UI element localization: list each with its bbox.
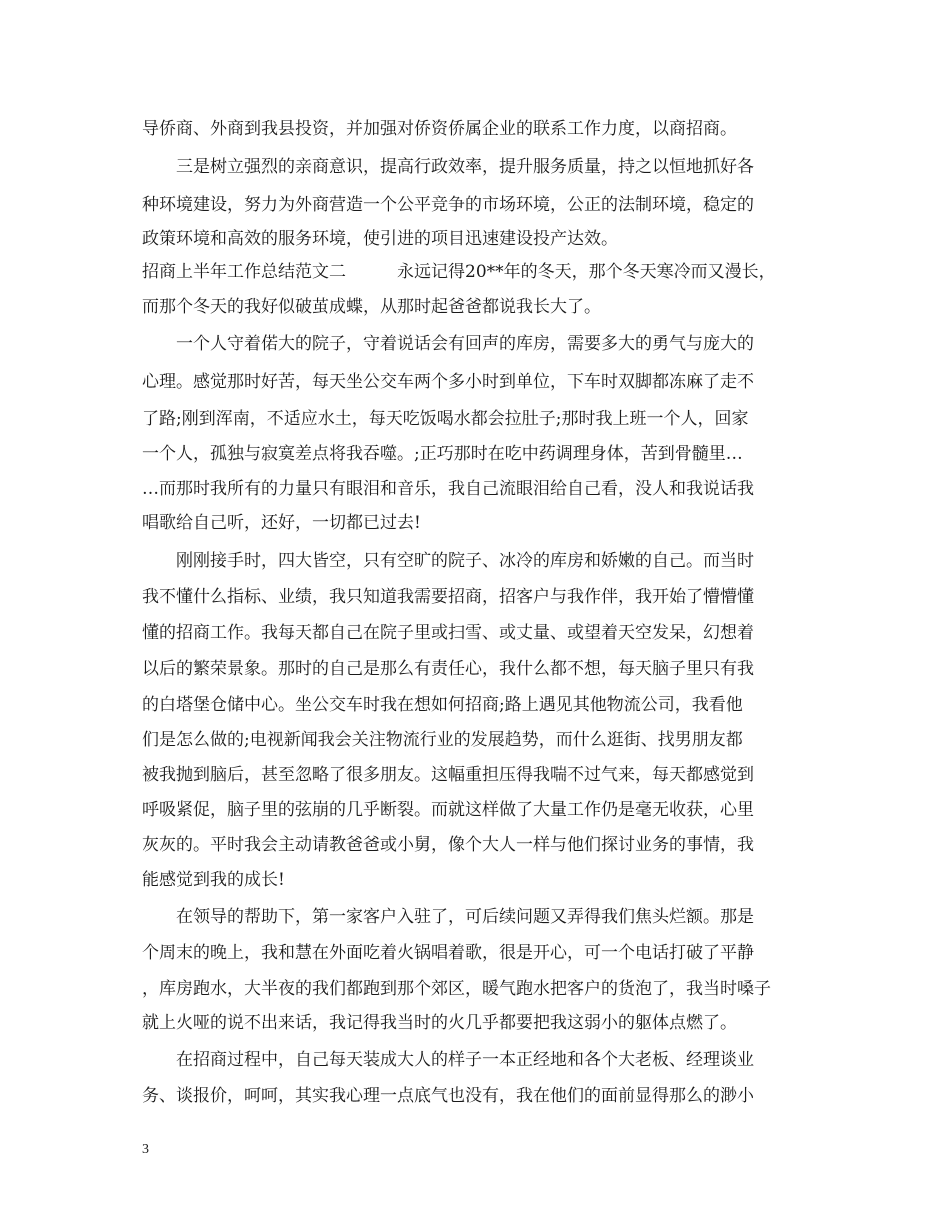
- text-line: 的白塔堡仓储中心。坐公交车时我在想如何招商;路上遇见其他物流公司，我看他: [142, 695, 743, 715]
- text-line: 了路;刚到浑南，不适应水土，每天吃饭喝水都会拉肚子;那时我上班一个人，回家: [142, 409, 749, 429]
- text-line: 呼吸紧促，脑子里的弦崩的几乎断裂。而就这样做了大量工作仍是毫无收获，心里: [142, 800, 754, 820]
- text-line: 个周末的晚上，我和慧在外面吃着火锅唱着歌，很是开心，可一个电话打破了平静: [142, 943, 754, 963]
- text-line: 在领导的帮助下，第一家客户入驻了，可后续问题又弄得我们焦头烂额。那是: [142, 907, 754, 927]
- text-line: 唱歌给自己听，还好，一切都已过去!: [142, 513, 421, 533]
- text-line: 一个人，孤独与寂寞差点将我吞噬。;正巧那时在吃中药调理身体，苦到骨髓里…: [142, 444, 743, 464]
- text-line: 刚刚接手时，四大皆空，只有空旷的院子、冰冷的库房和娇嫩的自己。而当时: [142, 551, 754, 571]
- text-line: 懂的招商工作。我每天都自己在院子里或扫雪、或丈量、或望着天空发呆，幻想着: [142, 623, 754, 643]
- text-line: ，库房跑水，大半夜的我们都跑到那个郊区，暖气跑水把客户的货泡了，我当时嗓子: [142, 979, 771, 999]
- text-line: 以后的繁荣景象。那时的自己是那么有责任心，我什么都不想，每天脑子里只有我: [142, 659, 754, 679]
- text-line: 招商上半年工作总结范文二 永远记得20**年的冬天，那个冬天寒冷而又漫长，: [142, 262, 776, 282]
- text-line: 政策环境和高效的服务环境，使引进的项目迅速建设投产达效。: [142, 229, 618, 249]
- text-line: 务、谈报价，呵呵，其实我心理一点底气也没有，我在他们的面前显得那么的渺小: [142, 1086, 754, 1106]
- text-line: 灰灰的。平时我会主动请教爸爸或小舅，像个大人一样与他们探讨业务的事情，我: [142, 835, 754, 855]
- text-line: 种环境建设，努力为外商营造一个公平竞争的市场环境，公正的法制环境，稳定的: [142, 195, 754, 215]
- text-line: 能感觉到我的成长!: [142, 870, 285, 890]
- text-line: 我不懂什么指标、业绩，我只知道我需要招商，招客户与我作伴，我开始了懵懵懂: [142, 587, 754, 607]
- text-line: 在招商过程中，自己每天装成大人的样子一本正经地和各个大老板、经理谈业: [142, 1050, 754, 1070]
- text-line: 们是怎么做的;电视新闻我会关注物流行业的发展趋势，而什么逛街、找男朋友都: [142, 730, 743, 750]
- text-line: 导侨商、外商到我县投资，并加强对侨资侨属企业的联系工作力度，以商招商。: [142, 119, 737, 139]
- text-line: 被我抛到脑后，甚至忽略了很多朋友。这幅重担压得我喘不过气来，每天都感觉到: [142, 765, 754, 785]
- text-line: 就上火哑的说不出来话，我记得我当时的火几乎都要把我这弱小的躯体点燃了。: [142, 1013, 737, 1033]
- text-line: 心理。感觉那时好苦，每天坐公交车两个多小时到单位，下车时双脚都冻麻了走不: [142, 372, 754, 392]
- text-line: 一个人守着偌大的院子，守着说话会有回声的库房，需要多大的勇气与庞大的: [142, 334, 754, 354]
- page-number: 3: [142, 1142, 149, 1157]
- text-line: …而那时我所有的力量只有眼泪和音乐，我自己流眼泪给自己看，没人和我说话我: [142, 479, 754, 499]
- text-line: 而那个冬天的我好似破茧成蝶，从那时起爸爸都说我长大了。: [142, 297, 601, 317]
- text-line: 三是树立强烈的亲商意识，提高行政效率，提升服务质量，持之以恒地抓好各: [142, 157, 754, 177]
